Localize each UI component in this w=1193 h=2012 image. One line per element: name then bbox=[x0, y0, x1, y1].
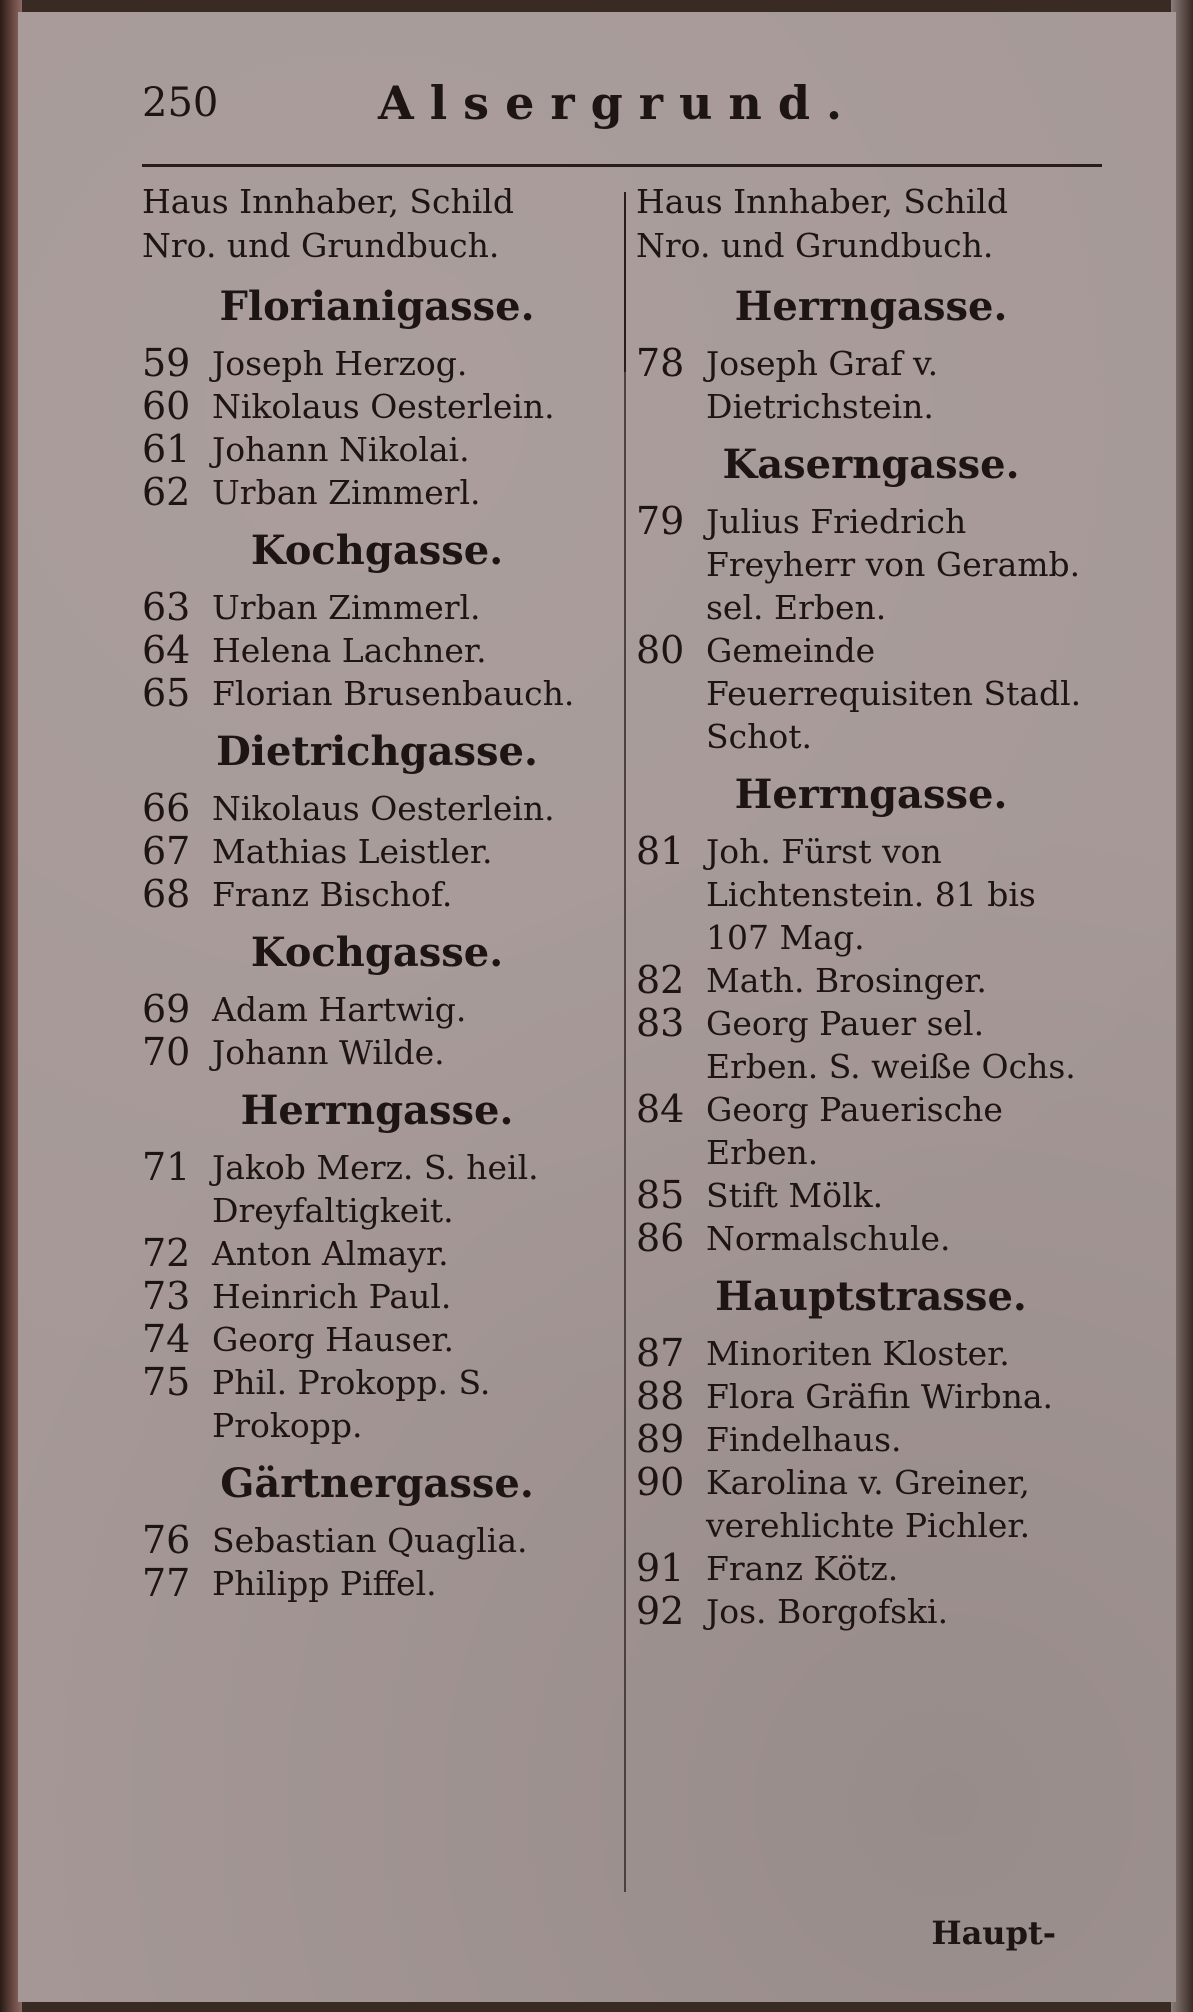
house-entry bbox=[636, 1418, 1106, 1461]
column-header-line2: Nro. und Grundbuch. bbox=[142, 226, 500, 265]
owner-name: Mathias Leistler. bbox=[212, 832, 493, 871]
owner-name: Philipp Piffel. bbox=[212, 1564, 437, 1603]
house-entry bbox=[142, 1361, 612, 1447]
right-column bbox=[636, 180, 1106, 1633]
left-column bbox=[142, 180, 612, 1605]
owner-name: Franz Bischof. bbox=[212, 875, 453, 914]
column-header-line1: Haus Innhaber, Schild bbox=[636, 182, 1008, 221]
column-divider-top bbox=[624, 192, 626, 372]
owner-name: Flora Gräfin Wirbna. bbox=[706, 1377, 1054, 1416]
house-entry bbox=[142, 471, 612, 514]
house-number: 80 bbox=[636, 628, 685, 672]
house-number: 88 bbox=[636, 1374, 685, 1418]
owner-name: Stift Mölk. bbox=[706, 1176, 884, 1215]
house-number: 66 bbox=[142, 786, 191, 830]
column-header bbox=[636, 180, 1106, 268]
owner-name: Joseph Graf v. Dietrichstein. bbox=[706, 344, 939, 426]
house-entry bbox=[142, 988, 612, 1031]
house-entry bbox=[636, 1375, 1106, 1418]
owner-name: Urban Zimmerl. bbox=[212, 588, 481, 627]
house-entry bbox=[636, 959, 1106, 1002]
street-heading: Florianigasse. bbox=[219, 283, 535, 330]
house-number: 79 bbox=[636, 499, 685, 543]
house-entry bbox=[142, 428, 612, 471]
column-header bbox=[142, 180, 612, 268]
house-entry bbox=[142, 830, 612, 873]
house-number: 77 bbox=[142, 1561, 191, 1605]
house-number: 63 bbox=[142, 585, 191, 629]
house-number: 70 bbox=[142, 1030, 191, 1074]
owner-name: Heinrich Paul. bbox=[212, 1277, 452, 1316]
house-entry bbox=[142, 1232, 612, 1275]
house-entry bbox=[142, 342, 612, 385]
street-heading: Herrngasse. bbox=[734, 283, 1008, 330]
house-number: 83 bbox=[636, 1001, 685, 1045]
house-entry bbox=[636, 1547, 1106, 1590]
house-number: 72 bbox=[142, 1231, 191, 1275]
owner-name: Helena Lachner. bbox=[212, 631, 487, 670]
house-entry bbox=[636, 1174, 1106, 1217]
house-number: 86 bbox=[636, 1216, 685, 1260]
owner-name: Franz Kötz. bbox=[706, 1549, 899, 1588]
owner-name: Georg Pauer sel. Erben. S. weiße Ochs. bbox=[706, 1004, 1076, 1086]
house-number: 69 bbox=[142, 987, 191, 1031]
owner-name: Math. Brosinger. bbox=[706, 961, 987, 1000]
running-head bbox=[18, 70, 1176, 130]
house-number: 81 bbox=[636, 829, 685, 873]
house-entry bbox=[142, 629, 612, 672]
house-entry bbox=[142, 385, 612, 428]
house-number: 62 bbox=[142, 470, 191, 514]
house-number: 89 bbox=[636, 1417, 685, 1461]
owner-name: Phil. Prokopp. S. Prokopp. bbox=[212, 1363, 491, 1445]
owner-name: Julius Friedrich Freyherr von Geramb. sel. Erben. bbox=[706, 502, 1081, 627]
street-heading: Gärtnergasse. bbox=[220, 1460, 534, 1507]
house-entry bbox=[636, 1217, 1106, 1260]
house-number: 92 bbox=[636, 1589, 685, 1633]
house-number: 59 bbox=[142, 341, 191, 385]
street-heading: Herrngasse. bbox=[240, 1087, 514, 1134]
house-number: 82 bbox=[636, 958, 685, 1002]
owner-name: Nikolaus Oesterlein. bbox=[212, 789, 555, 828]
owner-name: Johann Wilde. bbox=[212, 1033, 445, 1072]
left-groups bbox=[142, 278, 612, 1605]
house-entry bbox=[142, 1318, 612, 1361]
house-number: 91 bbox=[636, 1546, 685, 1590]
house-number: 67 bbox=[142, 829, 191, 873]
house-number: 84 bbox=[636, 1087, 685, 1131]
page-number: 250 bbox=[142, 80, 219, 126]
house-entry bbox=[636, 1088, 1106, 1174]
owner-name: Florian Brusenbauch. bbox=[212, 674, 575, 713]
house-number: 65 bbox=[142, 671, 191, 715]
house-entry bbox=[142, 1275, 612, 1318]
owner-name: Adam Hartwig. bbox=[212, 990, 467, 1029]
house-entry bbox=[142, 1031, 612, 1074]
house-entry bbox=[142, 873, 612, 916]
right-groups bbox=[636, 278, 1106, 1633]
house-number: 68 bbox=[142, 872, 191, 916]
house-number: 60 bbox=[142, 384, 191, 428]
owner-name: Joseph Herzog. bbox=[212, 344, 468, 383]
house-number: 90 bbox=[636, 1460, 685, 1504]
house-number: 85 bbox=[636, 1173, 685, 1217]
house-entry bbox=[142, 586, 612, 629]
owner-name: Findelhaus. bbox=[706, 1420, 902, 1459]
street-heading: Kaserngasse. bbox=[722, 441, 1020, 488]
street-heading: Herrngasse. bbox=[734, 771, 1008, 818]
column-header-line1: Haus Innhaber, Schild bbox=[142, 182, 514, 221]
house-entry bbox=[636, 1332, 1106, 1375]
house-entry bbox=[636, 1461, 1106, 1547]
owner-name: Joh. Fürst von Lichtenstein. 81 bis 107 Mag. bbox=[706, 832, 1036, 957]
section-title: Alsergrund. bbox=[378, 76, 859, 130]
house-entry bbox=[636, 1590, 1106, 1633]
house-number: 78 bbox=[636, 341, 685, 385]
house-number: 71 bbox=[142, 1145, 191, 1189]
owner-name: Georg Pauerische Erben. bbox=[706, 1090, 1003, 1172]
street-heading: Kochgasse. bbox=[250, 929, 504, 976]
house-number: 73 bbox=[142, 1274, 191, 1318]
house-entry bbox=[636, 830, 1106, 959]
street-heading: Dietrichgasse. bbox=[216, 728, 538, 775]
house-entry bbox=[636, 342, 1106, 428]
house-number: 74 bbox=[142, 1317, 191, 1361]
owner-name: Jakob Merz. S. heil. Dreyfaltigkeit. bbox=[212, 1148, 539, 1230]
owner-name: Anton Almayr. bbox=[212, 1234, 449, 1273]
house-number: 64 bbox=[142, 628, 191, 672]
owner-name: Jos. Borgofski. bbox=[706, 1592, 949, 1631]
owner-name: Sebastian Quaglia. bbox=[212, 1521, 528, 1560]
house-number: 61 bbox=[142, 427, 191, 471]
owner-name: Urban Zimmerl. bbox=[212, 473, 481, 512]
owner-name: Normalschule. bbox=[706, 1219, 951, 1258]
book-page bbox=[18, 12, 1176, 2002]
house-entry bbox=[142, 787, 612, 830]
owner-name: Minoriten Kloster. bbox=[706, 1334, 1010, 1373]
catchword: Haupt- bbox=[931, 1914, 1056, 1952]
house-entry bbox=[142, 1562, 612, 1605]
house-entry bbox=[636, 500, 1106, 629]
house-number: 87 bbox=[636, 1331, 685, 1375]
owner-name: Nikolaus Oesterlein. bbox=[212, 387, 555, 426]
house-entry bbox=[142, 1146, 612, 1232]
street-heading: Kochgasse. bbox=[250, 527, 504, 574]
column-divider bbox=[624, 372, 626, 1892]
owner-name: Karolina v. Greiner, verehlichte Pichler. bbox=[706, 1463, 1031, 1545]
header-rule bbox=[142, 164, 1102, 167]
owner-name: Gemeinde Feuerrequisiten Stadl. Schot. bbox=[706, 631, 1082, 756]
house-number: 75 bbox=[142, 1360, 191, 1404]
house-entry bbox=[636, 1002, 1106, 1088]
owner-name: Georg Hauser. bbox=[212, 1320, 454, 1359]
house-entry bbox=[636, 629, 1106, 758]
owner-name: Johann Nikolai. bbox=[212, 430, 470, 469]
street-heading: Hauptstrasse. bbox=[715, 1273, 1027, 1320]
house-entry bbox=[142, 672, 612, 715]
house-number: 76 bbox=[142, 1518, 191, 1562]
house-entry bbox=[142, 1519, 612, 1562]
column-header-line2: Nro. und Grundbuch. bbox=[636, 226, 994, 265]
